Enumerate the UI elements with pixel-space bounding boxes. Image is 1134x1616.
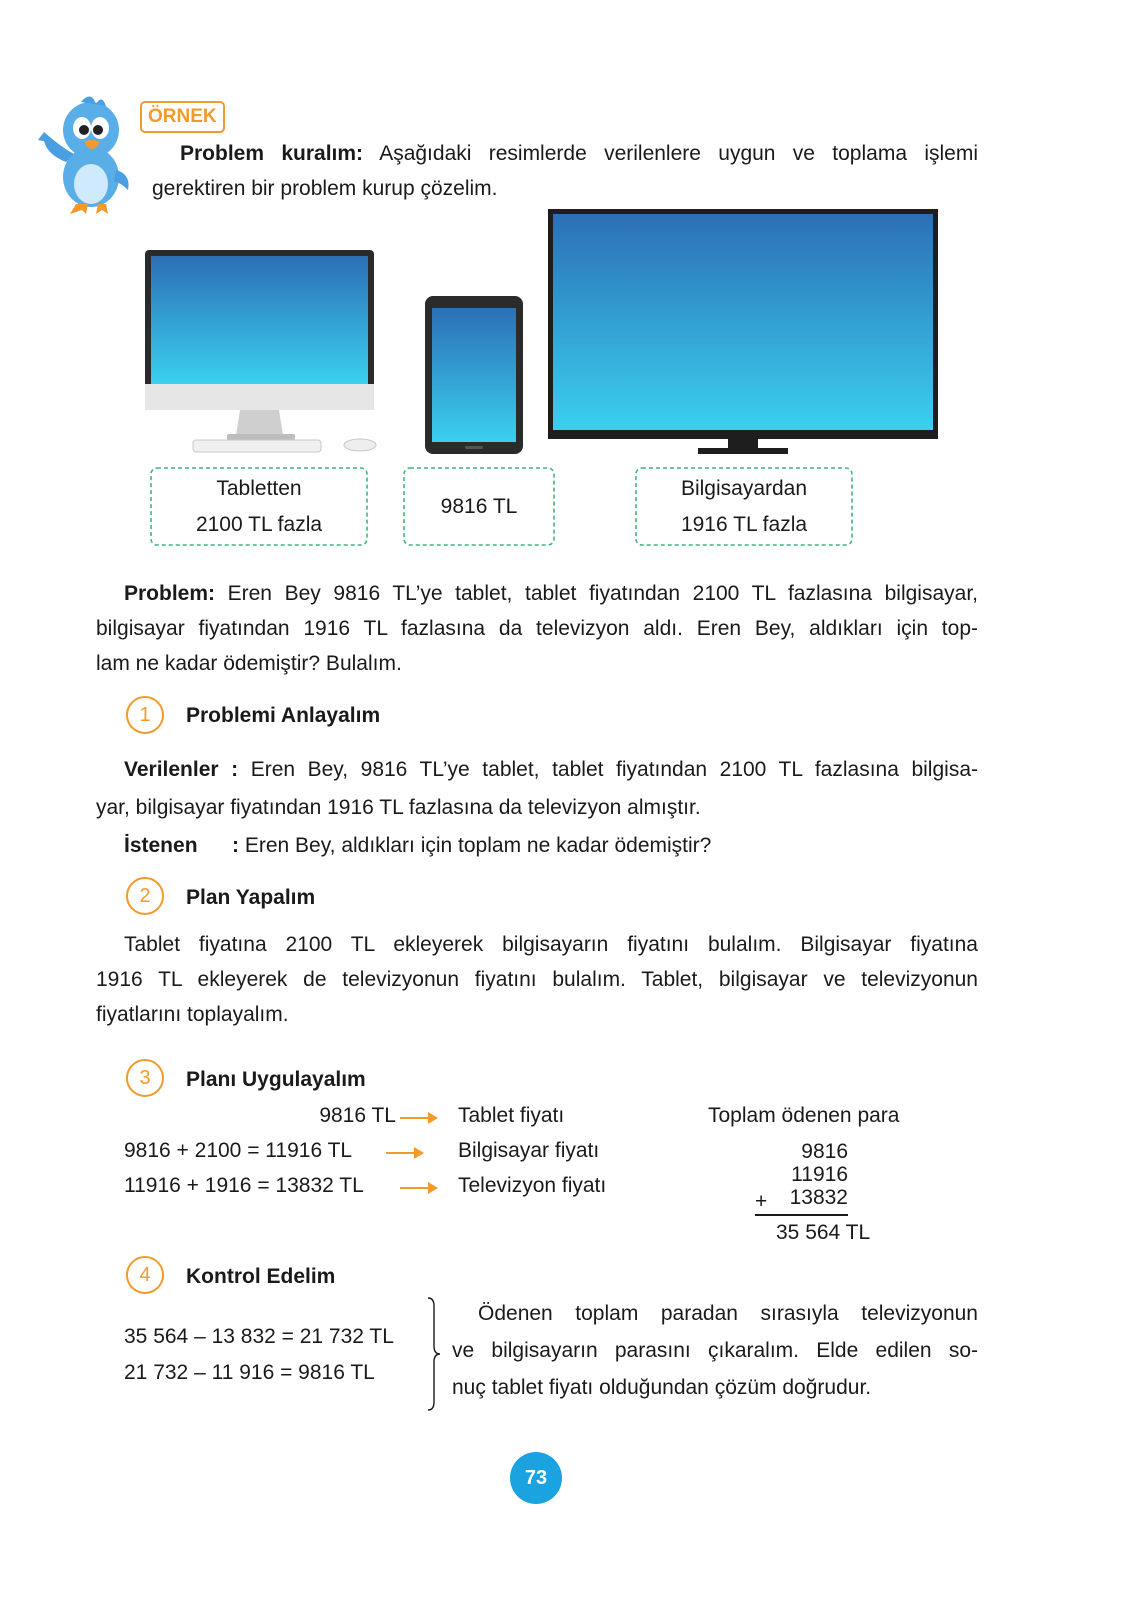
asked-label: İstenen bbox=[124, 834, 198, 857]
computer-label-line-2: 2100 TL fazla bbox=[195, 512, 323, 536]
calc-row-2-expr: 9816 + 2100 = 11916 TL bbox=[124, 1139, 353, 1162]
given-text-1: Eren Bey, 9816 TL’ye tablet, tablet fiyatından 2100 TL fazlasına bilgisa- bbox=[238, 758, 978, 781]
check-eq-2: 21 732 – 11 916 = 9816 TL bbox=[124, 1361, 375, 1384]
intro-bold: Problem kuralım: bbox=[180, 142, 364, 165]
intro-line-1 bbox=[180, 136, 978, 172]
television-icon bbox=[548, 209, 940, 456]
problem-line-2: bilgisayar fiyatından 1916 TL fazlasına da televizyon aldı. Eren Bey, aldıkları için top- bbox=[96, 617, 978, 640]
given-line-2: yar, bilgisayar fiyatından 1916 TL fazlasına da televizyon almıştır. bbox=[96, 796, 701, 819]
ornek-text: ÖRNEK bbox=[148, 106, 217, 127]
calc-row-1-label: Tablet fiyatı bbox=[458, 1104, 565, 1127]
tv-label-line-1: Bilgisayardan bbox=[680, 476, 808, 500]
curly-brace bbox=[424, 1296, 444, 1412]
step-3-badge: 3 bbox=[126, 1059, 164, 1097]
step-1-title: Problemi Anlayalım bbox=[186, 704, 381, 727]
step-2-badge: 2 bbox=[126, 877, 164, 915]
tablet-icon bbox=[425, 296, 525, 456]
page-number: 73 bbox=[510, 1452, 562, 1504]
step-4-badge: 4 bbox=[126, 1256, 164, 1294]
asked-text: Eren Bey, aldıkları için toplam ne kadar ödemiştir? bbox=[239, 834, 712, 857]
check-note-1: Ödenen toplam paradan sırasıyla televizyonun bbox=[478, 1302, 978, 1325]
tablet-price-label bbox=[401, 465, 557, 548]
calc-row-1-expr: 9816 TL bbox=[319, 1104, 396, 1127]
problem-line-3: lam ne kadar ödemiştir? Bulalım. bbox=[96, 652, 402, 675]
plan-line-1: Tablet fiyatına 2100 TL ekleyerek bilgisayarın fiyatını bulalım. Bilgisayar fiyatına bbox=[124, 933, 978, 956]
given-label: Verilenler : bbox=[124, 758, 239, 781]
calc-row-2-label: Bilgisayar fiyatı bbox=[458, 1139, 600, 1162]
plus-sign: + bbox=[755, 1190, 768, 1213]
intro-text-1: Aşağıdaki resimlerde verilenlere uygun ve toplama işlemi bbox=[363, 142, 978, 165]
problem-text-1: Eren Bey 9816 TL’ye tablet, tablet fiyatından 2100 TL fazlasına bilgisayar, bbox=[215, 582, 978, 605]
given-line-1 bbox=[124, 752, 978, 788]
bird-mascot-icon bbox=[36, 92, 136, 217]
step-3-title: Planı Uygulayalım bbox=[186, 1068, 366, 1091]
sum-value: 35 564 TL bbox=[776, 1221, 871, 1244]
problem-line-1 bbox=[124, 576, 978, 612]
calc-row-3-label: Televizyon fiyatı bbox=[458, 1174, 607, 1197]
computer-label-line-1: Tabletten bbox=[216, 476, 302, 500]
ornek-label bbox=[140, 101, 225, 133]
computer-price-label bbox=[148, 465, 370, 548]
problem-bold: Problem: bbox=[124, 582, 216, 605]
check-note-3: nuç tablet fiyatı olduğundan çözüm doğrudur. bbox=[452, 1376, 872, 1399]
check-eq-1: 35 564 – 13 832 = 21 732 TL bbox=[124, 1325, 394, 1348]
addend-1: 9816 bbox=[801, 1140, 848, 1163]
tv-price-label bbox=[633, 465, 855, 548]
tablet-label-line-1: 9816 TL bbox=[440, 494, 518, 518]
addend-2: 11916 bbox=[791, 1163, 848, 1186]
arrow-2 bbox=[386, 1152, 422, 1154]
check-note-2: ve bilgisayarın parasını çıkaralım. Elde edilen so- bbox=[452, 1339, 978, 1362]
tv-label-line-2: 1916 TL fazla bbox=[680, 512, 808, 536]
arrow-3 bbox=[400, 1187, 436, 1189]
desktop-computer-icon bbox=[145, 250, 380, 455]
plan-line-2: 1916 TL ekleyerek de televizyonun fiyatını bulalım. Tablet, bilgisayar ve televizyonun bbox=[96, 968, 978, 991]
step-2-title: Plan Yapalım bbox=[186, 886, 316, 909]
addend-3: 13832 bbox=[789, 1186, 848, 1209]
plan-line-3: fiyatlarını toplayalım. bbox=[96, 1003, 289, 1026]
arrow-1 bbox=[400, 1117, 436, 1119]
total-title: Toplam ödenen para bbox=[708, 1104, 900, 1127]
intro-line-2: gerektiren bir problem kurup çözelim. bbox=[152, 177, 498, 200]
asked-line bbox=[124, 828, 978, 864]
asked-colon: : bbox=[232, 834, 239, 857]
calc-row-3-expr: 11916 + 1916 = 13832 TL bbox=[124, 1174, 364, 1197]
step-1-badge: 1 bbox=[126, 696, 164, 734]
step-4-title: Kontrol Edelim bbox=[186, 1265, 336, 1288]
